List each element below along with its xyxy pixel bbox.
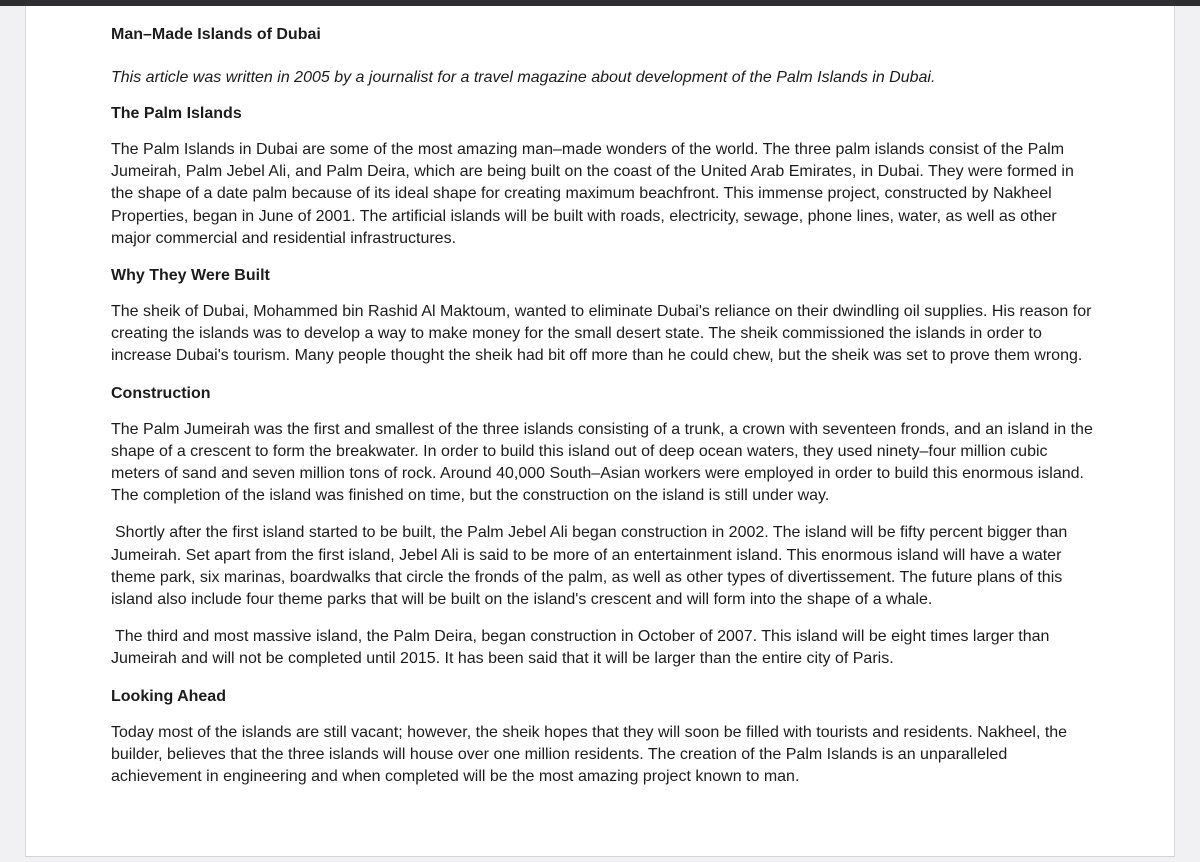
section-heading-looking-ahead: Looking Ahead	[111, 687, 226, 705]
paragraph	[111, 419, 1101, 508]
paragraph	[111, 722, 1101, 789]
paragraph-line: achievement in engineering and when completed will be the most amazing project known to man.	[111, 768, 800, 786]
section-heading-construction: Construction	[111, 384, 211, 402]
paragraph-line: theme park, six marinas, boardwalks that circle the fronds of the palm, as well as other types of divertissement. The future plans of this	[111, 568, 1063, 586]
paragraph-line: The completion of the island was finished on time, but the construction on the island is still under way.	[111, 487, 830, 505]
section-heading-palm-islands: The Palm Islands	[111, 105, 242, 122]
document-page	[25, 6, 1175, 857]
section-heading-why-built: Why They Were Built	[111, 267, 270, 285]
paragraph	[111, 139, 1101, 250]
article-intro: This article was written in 2005 by a journalist for a travel magazine about development of the Palm Islands in Dubai.	[111, 69, 936, 86]
paragraph-line: major commercial and residential infrastructures.	[111, 229, 457, 247]
paragraph-line: Shortly after the first island started to be built, the Palm Jebel Ali began construction in 2002. The island will be fifty percent bigger than	[115, 524, 1068, 542]
paragraph-line: Properties, began in June of 2001. The artificial islands will be built with roads, electricity, sewage, phone lines, water, as well as other	[111, 207, 1057, 225]
paragraph-line: Today most of the islands are still vacant; however, the sheik hopes that they will soon be filled with tourists and residents. Nakheel, the	[111, 723, 1068, 741]
paragraph-line: island also include four theme parks that will be built on the island's crescent and will form into the shape of a whale.	[111, 591, 933, 609]
paragraph-line: Jumeirah and will not be completed until 2015. It has been said that it will be larger than the entire city of Paris.	[111, 650, 894, 668]
paragraph-line: Jumeirah, Palm Jebel Ali, and Palm Deira, which are being built on the coast of the United Arab Emirates, in Dubai. They were formed in	[111, 163, 1074, 181]
paragraph-line: creating the islands was to develop a way to make money for the small desert state. The sheik commissioned the islands in order to	[111, 325, 1042, 343]
paragraph-line: Jumeirah. Set apart from the first island, Jebel Ali is said to be more of an entertainment island. This enormous island will have a water	[111, 546, 1062, 564]
paragraph-line: The Palm Jumeirah was the first and smallest of the three islands consisting of a trunk, a crown with seventeen fronds, and an island in the	[111, 420, 1093, 438]
article-title: Man–Made Islands of Dubai	[111, 26, 321, 43]
paragraph	[111, 301, 1101, 368]
paragraph-line: shape of a crescent to form the breakwater. In order to build this island out of deep ocean waters, they used ninety–four million cubic	[111, 442, 1048, 460]
paragraph-line: the shape of a date palm because of its ideal shape for creating maximum beachfront. This immense project, constructed by Nakheel	[111, 185, 1052, 203]
paragraph	[111, 522, 1101, 611]
article-content	[111, 25, 1101, 788]
paragraph-line: increase Dubai's tourism. Many people thought the sheik had bit off more than he could chew, but the sheik was set to prove them wrong.	[111, 347, 1083, 365]
paragraph-line: The sheik of Dubai, Mohammed bin Rashid Al Maktoum, wanted to eliminate Dubai's reliance on their dwindling oil supplies. His reason for	[111, 303, 1092, 321]
paragraph-line: builder, believes that the three islands will house over one million residents. The creation of the Palm Islands is an unparalleled	[111, 745, 1008, 763]
paragraph-line: The third and most massive island, the Palm Deira, began construction in October of 2007. This island will be eight times larger than	[115, 628, 1050, 646]
paragraph-line: meters of sand and seven million tons of rock. Around 40,000 South–Asian workers were employed in order to build this enormous island.	[111, 465, 1084, 483]
paragraph-line: The Palm Islands in Dubai are some of the most amazing man–made wonders of the world. The three palm islands consist of the Palm	[111, 141, 1065, 158]
paragraph	[111, 626, 1101, 670]
